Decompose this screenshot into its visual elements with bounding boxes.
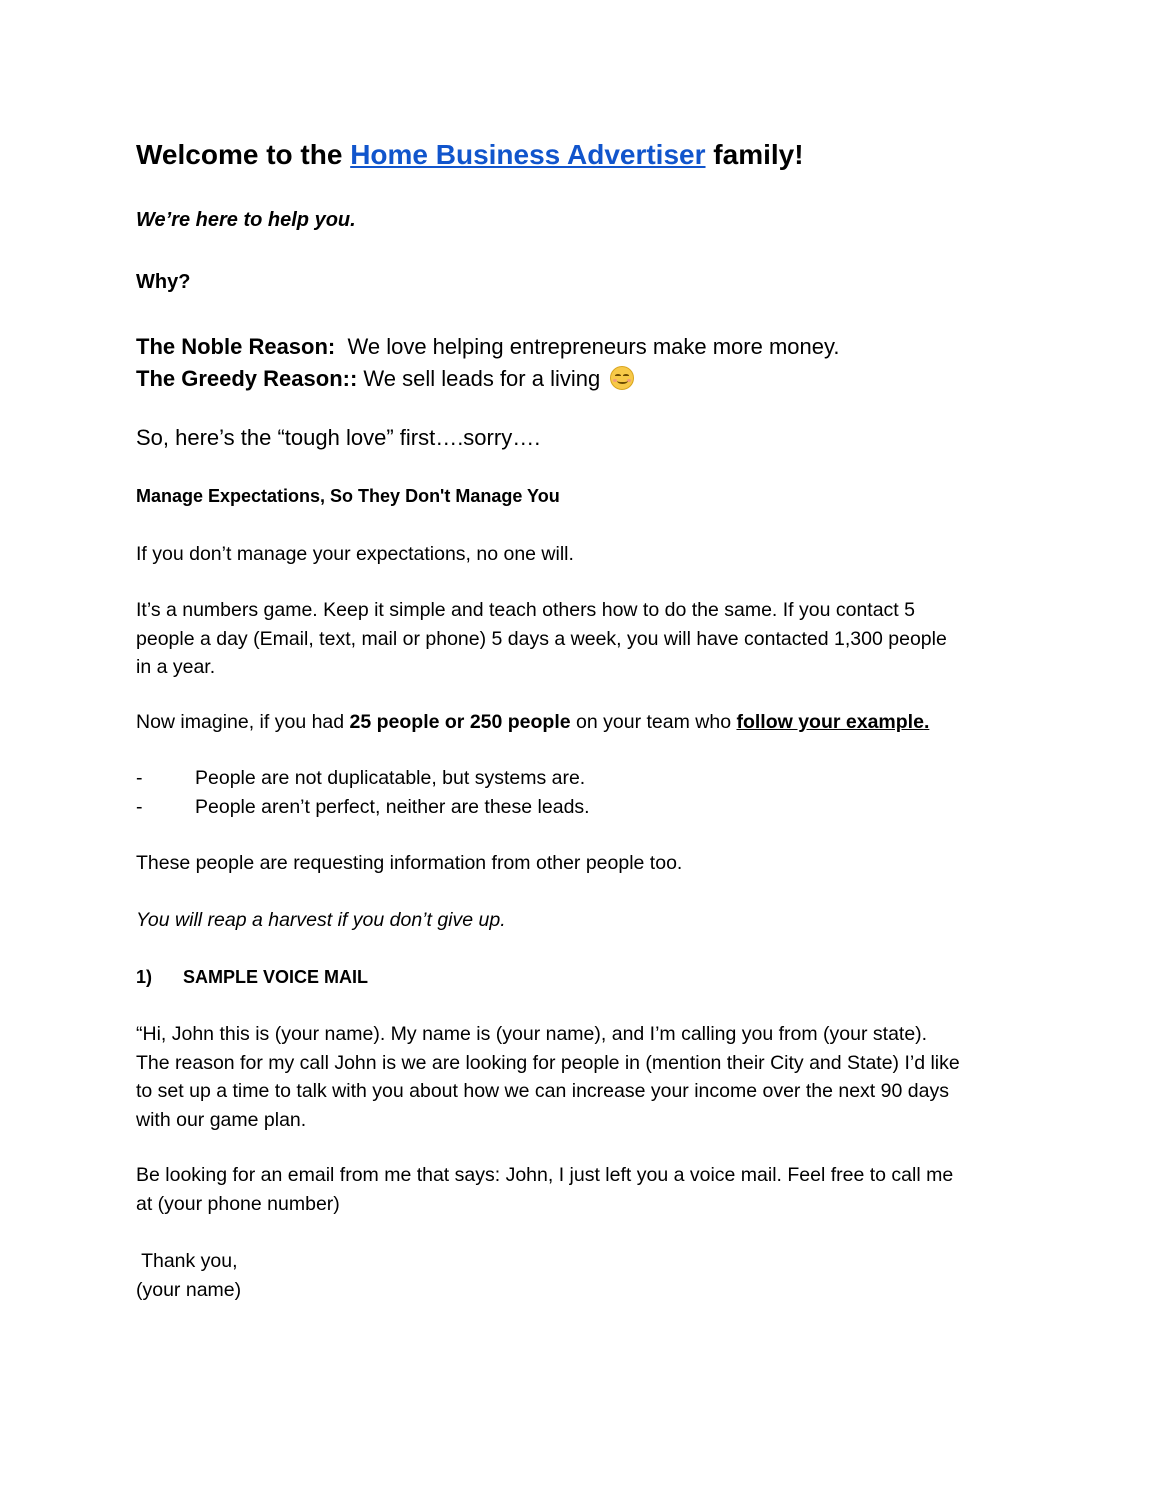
requesting-paragraph: These people are requesting information from other people too. xyxy=(136,852,683,874)
greedy-reason-text: We sell leads for a living xyxy=(357,366,607,391)
manage-paragraph: If you don’t manage your expectations, no one will. xyxy=(136,543,574,565)
list-item-text: People are not duplicatable, but systems are. xyxy=(195,767,586,789)
list-bullet: - xyxy=(136,795,143,818)
email-note-line-1: Be looking for an email from me that says: John, I just left you a voice mail. Feel free to call me xyxy=(136,1164,954,1186)
imagine-middle: on your team who xyxy=(570,711,737,733)
noble-reason-label: The Noble Reason: xyxy=(136,334,336,359)
page-title xyxy=(136,138,804,172)
home-business-advertiser-link[interactable]: Home Business Advertiser xyxy=(350,139,706,170)
imagine-bold: 25 people or 250 people xyxy=(349,711,571,733)
signoff xyxy=(136,1247,241,1304)
voicemail-line-2: The reason for my call John is we are looking for people in (mention their City and State) I’d like xyxy=(136,1051,960,1074)
voicemail-line-3: to set up a time to talk with you about how we can increase your income over the next 90 days xyxy=(136,1080,949,1102)
numbers-line-2: people a day (Email, text, mail or phone) 5 days a week, you will have contacted 1,300 people xyxy=(136,627,947,650)
imagine-after: . xyxy=(923,711,930,733)
harvest-paragraph: You will reap a harvest if you don’t give up. xyxy=(136,909,506,931)
imagine-paragraph xyxy=(136,708,929,737)
numbers-line-3: in a year. xyxy=(136,656,216,678)
imagine-underline: follow your example xyxy=(736,711,924,733)
voicemail-line-1: “Hi, John this is (your name). My name is (your name), and I’m calling you from (your state). xyxy=(136,1023,928,1045)
noble-reason-line xyxy=(136,331,839,363)
reasons-block xyxy=(136,331,839,395)
why-heading: Why? xyxy=(136,271,191,293)
numbers-paragraph xyxy=(136,596,947,682)
imagine-before: Now imagine, if you had xyxy=(136,711,350,733)
tagline: We’re here to help you. xyxy=(136,209,356,231)
greedy-reason-line xyxy=(136,363,839,395)
voicemail-line-4: with our game plan. xyxy=(136,1108,307,1131)
email-note xyxy=(136,1161,953,1218)
title-prefix: Welcome to the xyxy=(136,139,351,170)
section-number: 1) xyxy=(136,967,153,987)
noble-reason-text: We love helping entrepreneurs make more money. xyxy=(347,334,840,359)
section-title: SAMPLE VOICE MAIL xyxy=(183,967,369,987)
expectations-heading: Manage Expectations, So They Don't Manage You xyxy=(136,486,560,506)
tough-love-line: So, here’s the “tough love” first….sorry…. xyxy=(136,425,541,450)
signoff-name: (your name) xyxy=(136,1278,242,1301)
greedy-reason-label: The Greedy Reason:: xyxy=(136,366,358,391)
list-item-text: People aren’t perfect, neither are these leads. xyxy=(195,795,590,818)
section-heading-voice-mail xyxy=(136,966,368,988)
list-bullet: - xyxy=(136,767,143,789)
title-suffix: family! xyxy=(705,139,804,170)
smiling-face-icon xyxy=(610,366,634,390)
signoff-thanks: Thank you, xyxy=(136,1250,238,1272)
voicemail-script xyxy=(136,1020,960,1134)
email-note-line-2: at (your phone number) xyxy=(136,1192,340,1215)
numbers-line-1: It’s a numbers game. Keep it simple and teach others how to do the same. If you contact 5 xyxy=(136,599,915,621)
